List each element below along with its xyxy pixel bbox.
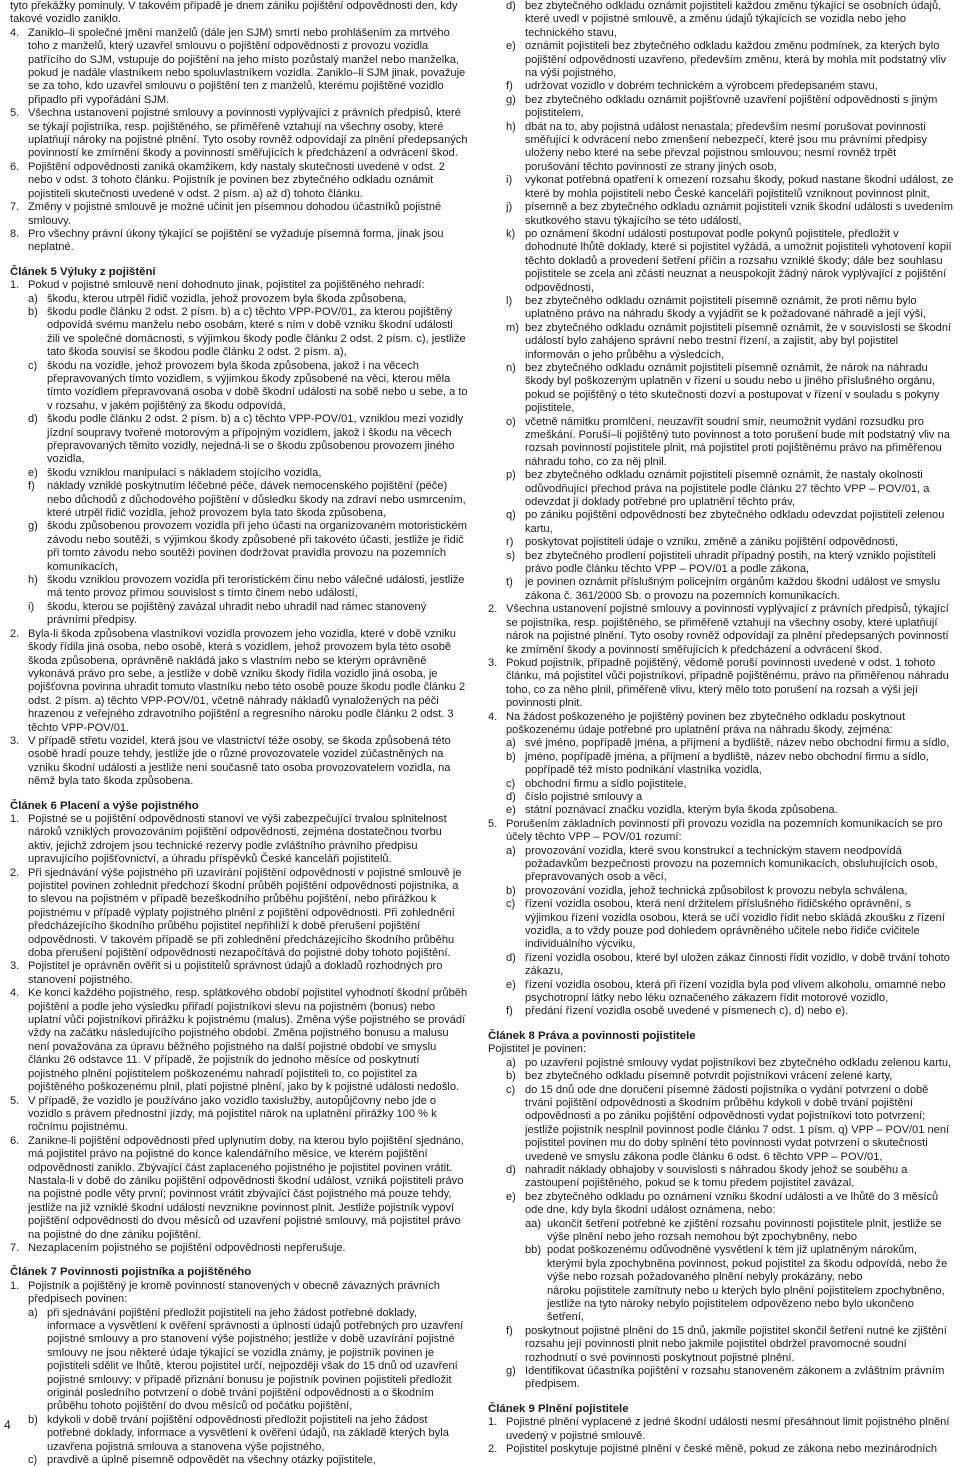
item-text: ukončit šetření potřebné ke zjištění rozsahu povinnosti pojistitele plnit, jestliže se výše plnění nebo jeho rozsah nemohou být zpochybněny, nebo [547,1217,942,1243]
item-marker: b) [506,1070,516,1083]
numbered-clause [10,1135,468,1242]
item-marker: g) [506,1365,516,1378]
numbered-clause [488,603,954,657]
page-number: 4 [4,1418,11,1432]
spacer [488,1392,954,1403]
paragraph: Pojistitel je povinen: [488,1043,587,1056]
numbered-clause [10,107,468,161]
item-marker: e) [506,40,516,53]
lettered-item [506,1191,954,1218]
lettered-item [506,1070,954,1083]
item-text: po oznámení škodní události postupovat podle pokynů pojistitele, předložit v dohodnuté lhůtě doklady, které si pojistitel vyžádá, a umožnit pojistiteli vyhotovení kopií těchto dokladů a provedení šetření příčin a rozsahu vzniklé škody; dále bez souhlasu pojistitele se zcela ani zčásti neuznat a neuspokojit žádný nárok vyplývající z pojištění odpovědnosti, [525,227,952,294]
item-text: podat poškozenému odůvodněné vysvětlení k tém již uplatněným nárokům, kterými byla zpochybněna povinnost, pokud pojistitel za škodu odpovídá, nebo že výše nebo rozsah požadovaného plnění nebyly prokázány, nebo [547,1244,948,1284]
item-text: Změny v pojistné smlouvě je možné učinit jen písemnou dohodou účastníků pojistné smlouvy. [28,201,442,227]
item-text: jméno, popřípadě jména, a příjmení a bydliště, název nebo obchodní firmu a sídlo, popřípadě též místo podnikání vlastníka vozidla, [525,750,929,777]
numbered-clause [10,27,468,107]
item-text: předání řízení vozidla osobě uvedené v písmenech c), d) nebo e). [525,1005,849,1018]
numbered-clause [10,1242,468,1255]
item-text: Pojištění odpovědnosti zaniká okamžikem, kdy nastaly skutečnosti uvedené v odst. 2 nebo v odst. 3 tohoto článku. Pojistník je povinen bez zbytečného odkladu oznámit pojistiteli skutečnosti uvedené v odst. 2 písm. a) až d) tohoto článku. [28,160,445,200]
numbered-clause [488,711,954,738]
lettered-item [506,898,954,952]
item-text: Byla-li škoda způsobena vlastníkovi vozidla provozem jeho vozidla, které v době vzniku škody řídila jiná osoba, nebo osobě, která s vozidlem, jehož provozem byla této osobě škoda způsobena, oprávněně nakládá jako s vlastním nebo se kterým oprávněně vykonává právo pro sebe, a jestliže v době vzniku škody řídila vozidlo jiná osoba, je pojišťovna povinna uhradit tomuto vlastníku nebo této osobě pouze škodu podle článku 2 odst. 2 písm. a) těchto VPP-POV/01, včetně náhrady nákladů vynaložených na péči hrazenou z veřejného zdravotního pojištění a regresního nároku podle článku 2 odst. 3 těchto VPP-POV/01. [28,627,466,734]
item-text: škodu způsobenou provozem vozidla při jeho účasti na organizovaném motoristickém závodu nebo soutěži, s výjimkou škody způsobené při takovéto účasti, jestliže je řidič při tomto závodu nebo soutěži povinen dodržovat pravidla provozu na pozemních komunikacích, [47,520,467,573]
numbered-clause [10,987,468,1094]
lettered-item [28,467,468,480]
item-marker: 1. [488,1416,498,1429]
item-marker: d) [28,413,38,426]
spacer [10,789,468,800]
item-marker: 1. [10,1279,20,1292]
lettered-item [506,536,954,549]
item-text: řízení vozidla osobou, které byl uložen zákaz činnosti řídit vozidlo, v době trvání tohoto zákazu, [525,951,950,978]
item-text: V případě, že vozidlo je používáno jako vozidlo taxislužby, autopůjčovny nebo jde o vozidlo s právem přednostní jízdy, má pojistitel nárok na uplatnění přirážky 100 % k ročnímu pojistnému. [28,1094,437,1134]
lettered-item [506,0,954,40]
item-text: písemně a bez zbytečného odkladu oznámit pojistiteli vznik škodní události s uvedením skutkového stavu týkajícího se této události, [525,201,953,227]
lettered-item [525,1285,954,1325]
lettered-item [506,40,954,80]
lettered-item [28,601,468,628]
item-marker: f) [506,1005,513,1018]
item-marker: h) [506,120,516,133]
numbered-clause [488,1443,954,1456]
item-marker: f) [28,480,35,493]
item-marker: g) [28,520,38,533]
lettered-item [506,469,954,509]
item-text: bez zbytečného odkladu oznámit pojistiteli písemně oznámit, že v souvislosti se škodní událostí bylo zahájeno správní nebo trestní řízení, a zajistit, aby byl pojistitel informován o jeho průběhu a výsledcích, [525,321,952,361]
item-marker: c) [506,1083,516,1096]
item-marker: 1. [10,812,20,825]
item-marker: a) [506,1056,516,1069]
item-text: udržovat vozidlo v dobrém technickém a výrobcem předepsaném stavu, [525,80,878,93]
item-text: poskytovat pojistiteli údaje o vzniku, změně a zániku pojištění odpovědnosti, [525,536,899,549]
item-text: do 15 dnů ode dne doručení písemné žádosti pojistníka o vydání potvrzení o době trvání pojištění odpovědnosti a škodním průběhu kdykoli v době trvání pojištění odpovědnosti a po zániku pojištění odpovědnosti vydat pojistníkovi toto potvrzení; jestliže pojistník nesplnil povinnost podle článku 7 odst. 1 písm. q) VPP – POV/01 není pojistitel povinen mu do doby splnění této povinnosti vydat potvrzení o skutečnosti uvedené ve smyslu zákona podle článku 6 odst. 6 těchto VPP – POV/01, [525,1083,950,1163]
item-marker: k) [506,227,516,240]
item-text: státní poznávací značku vozidla, kterým byla škoda způsobena. [525,804,838,817]
numbered-clause [488,818,954,845]
item-text: po zániku pojištění odpovědnosti bez zbytečného odkladu odevzdat pojistiteli zelenou kartu, [525,509,945,535]
item-text: Pojistné plnění vyplacené z jedné škodní události nesmí přesáhnout limit pojistného plnění uvedený v pojistné smlouvě. [506,1416,950,1442]
item-marker: aa) [525,1217,542,1230]
item-text: bez zbytečného odkladu oznámit pojistiteli každou změnu týkající se osobních údajů, které uvedl v pojistné smlouvě, a změnu údajů týkajících se vozidla nebo jeho technického stavu, [525,0,942,39]
item-marker: 1. [10,279,20,292]
item-marker [525,1285,547,1325]
lettered-item [506,1005,954,1018]
item-marker: s) [506,549,516,562]
item-marker: 2. [488,603,498,616]
item-marker: g) [506,93,516,106]
item-marker: c) [28,1454,38,1467]
item-marker: c) [28,359,38,372]
numbered-clause [10,867,468,961]
item-text: Porušením základních povinností při provozu vozidla na pozemních komunikacích se pro účely těchto VPP – POV/01 rozumí: [506,817,943,844]
item-marker: 4. [488,710,498,723]
item-marker: o) [506,415,516,428]
item-text: provozování vozidla, které svou konstrukcí a technickým stavem neodpovídá požadavkům bezpečnosti provozu na pozemních komunikacích, obsluhujících osob, přepravovaných osob a věcí, [525,844,938,884]
article-heading: Článek 8 Práva a povinnosti pojistitele [488,1029,696,1042]
item-text: pravdivě a úplně písemně odpovědět na všechny otázky pojistitele, [47,1454,376,1467]
item-marker: 7. [10,201,20,214]
item-marker: b) [506,750,516,763]
lettered-item [506,228,954,295]
item-text: bez zbytečného odkladu oznámit pojistiteli písemně oznámit, že proti němu bylo uplatněno právo na náhradu škody a vyjádřit se k požadované náhradě a její výši, [525,294,926,321]
lettered-item [28,293,468,306]
lettered-item [28,574,468,601]
item-marker: f) [506,1324,513,1337]
item-marker: i) [506,174,513,187]
lettered-item [506,295,954,322]
item-text: bez zbytečného odkladu oznámit pojistiteli písemně oznámit, že nastaly okolnosti odůvodňující přechod práva na pojistitele podle článku 27 těchto VPP – POV/01, a odevzdat jí doklady potřebné pro uplatnění těchto práv, [525,469,930,509]
numbered-clause [10,960,468,987]
item-marker: 5. [10,1094,20,1107]
item-marker: a) [28,292,38,305]
item-marker: i) [28,600,35,613]
item-text: nároku pojistitele zamítnuty nebo u kterých bylo plnění pojistitelem zpochybněno, jestliže na tyto nároky nebylo pojistitelem odpovězeno nebo bylo ukončeno šetření, [547,1284,945,1324]
item-text: Při sjednávání výše pojistného při uzavírání pojištění odpovědnosti v pojistné smlouvě je pojistitel povinen zohlednit předchozí škodní průběh pojištění odpovědnosti pojistníka, a to slevou na pojistném v případě bezeškodního průběhu pojištění, nebo přirážkou k pojistnému v případě výplaty pojistného plnění z pojištění odpovědnosti. Při zohlednění předcházejícího škodního průběhu pojistitel nepřihlíží k době přerušení pojištění odpovědnosti. V takovém případě se při zohlednění předcházejícího škodního průběhu doba přerušení pojištění odpovědnosti nezapočítává do pojistné doby tohoto pojištění. [28,866,462,960]
item-text: Všechna ustanovení pojistné smlouvy a povinnosti vyplývající z právních předpisů, které se týkají pojistníka, resp. pojištěného, se přiměřeně vztahují na všechny osoby, které uplatňují nároky na pojistné plnění. Tyto osoby rovněž odpovídají za plnění předepsaných povinností ke zmírnění škody a povinností směřujících k předcházení a odvrácení škod. [28,107,468,160]
lettered-item [28,413,468,467]
item-text: číslo pojistné smlouvy a [525,790,643,803]
lettered-item [506,1057,954,1070]
item-text: Na žádost poškozeného je pojištěný povinen bez zbytečného odkladu poskytnout poškozenému údaje potřebné pro uplatnění práva na náhradu škody, zejména: [506,710,906,736]
lettered-item [506,509,954,536]
lettered-item [506,737,954,750]
item-text: náklady vzniklé poskytnutím léčebné péče, dávek nemocenského pojištění (péče) nebo důchodů z důchodového pojištění v důsledku škody na zdraví nebo usmrcením, které utrpěl řidič vozidla, jehož provozem byla tato škoda způsobena, [47,480,466,520]
item-marker: e) [506,804,516,817]
item-text: bez zbytečného odkladu po oznámení vzniku škodní události a ve lhůtě do 3 měsíců ode dne, kdy byla škodní událost oznámena, nebo: [525,1190,939,1217]
item-text: kdykoli v době trvání pojištění odpovědnosti předložit pojistiteli na jeho žádost potřebné doklady, informace a vysvětlení k ověření údajů, na základě kterých byla uzavřena pojistná smlouva a stanovena výše pojistného, [47,1413,449,1453]
item-marker: a) [506,844,516,857]
item-text: vykonat potřebná opatření k omezení rozsahu škody, pokud nastane škodní událost, ze které by mohla pojistiteli nebo České kanceláři pojistitelů vzniknout povinnost plnit, [525,174,954,200]
item-marker: t) [506,576,513,589]
item-text: Zaniklo–li společné jmění manželů (dále jen SJM) smrtí nebo prohlášením za mrtvého toho z manželů, který uzavřel smlouvu o pojištění odpovědnosti z provozu vozidla patřícího do SJM, vstupuje do pojištění na jeho místo pozůstalý manžel nebo manželka, pokud je nadále vlastníkem nebo spoluvlastníkem vozidla. Zaniklo–li SJM jinak, považuje se za toho, kdo uzavřel smlouvu o pojištění ten z manželů, kterému pojištěné vozidlo připadlo při vypořádání SJM. [28,26,466,106]
item-marker: c) [506,898,516,911]
item-text: je povinen oznámit příslušným policejním orgánům každou škodní událost ve smyslu zákona č. 361/2000 Sb. o provozu na pozemních komunikacích. [525,576,940,602]
item-text: Ke konci každého pojistného, resp. splátkového období pojistitel vyhodnotí škodní průběh pojištění a podle jeho výsledku přiřadí pojistníkovi slevu na pojistném (bonus) nebo uplatní vůči pojistníkovi přirážku k pojistnému (malus). Změna výše pojistného se provádí vždy na začátku následujícího pojistného období. Změna pojistného bonusu a malusu není považována za úpravu běžného pojistného na další pojistné období ve smyslu článku 26 odstavce 11. V případě, že pojistník do jednoho měsíce od poskytnutí pojistného plnění pojistitelem poškozenému nahradí pojistiteli to, co pojistitel za pojištěného poškozenému plnil, platí pojistné plnění, jako by k pojistné události nedošlo. [28,987,468,1094]
item-text: Nezaplacením pojistného se pojištění odpovědnosti nepřerušuje. [28,1241,346,1254]
numbered-clause [10,1280,468,1307]
item-marker: r) [506,536,514,549]
lettered-item [506,751,954,778]
item-marker: 2. [10,627,20,640]
numbered-clause [10,279,468,292]
item-marker: 2. [10,866,20,879]
lettered-item [506,979,954,1006]
numbered-clause [10,813,468,867]
lettered-item [28,306,468,360]
item-marker: b) [506,884,516,897]
item-marker: f) [506,80,513,93]
item-marker: c) [506,777,516,790]
numbered-clause [10,201,468,228]
item-text: obchodní firmu a sídlo pojistitele, [525,777,687,790]
lettered-item [28,1454,468,1467]
lettered-item [506,1084,954,1164]
lettered-item [506,885,954,898]
lettered-item [506,1325,954,1365]
left-column [10,0,468,1467]
lettered-item [506,94,954,121]
paragraph: tyto překážky pominuly. V takovém případě je dnem zániku pojištění odpovědnosti den, kdy takové vozidlo zaniklo. [10,0,458,26]
item-marker: h) [28,574,38,587]
item-marker: d) [506,951,516,964]
lettered-item [28,1307,468,1414]
item-marker: m) [506,321,519,334]
item-text: Pojistník a pojištěný je kromě povinností stanovených v obecně závazných právních předpisech povinen: [28,1279,440,1306]
item-text: Všechna ustanovení pojistné smlouvy a povinnosti vyplývající z právních předpisů, týkající se pojistníka, resp. pojištěného, se přiměřeně vztahují na všechny osoby, které uplatňují nárok na pojistné plnění. Tyto osoby rovněž odpovídají za plnění předepsaných povinností ke zmírnění škody a povinností směřujících k předcházení a odvrácení škod. [506,603,949,656]
lettered-item [28,480,468,520]
lettered-item [525,1244,954,1284]
lettered-item [506,1164,954,1191]
item-marker: q) [506,509,516,522]
item-marker: bb) [525,1244,542,1257]
lettered-item [506,1365,954,1392]
article-heading: Článek 5 Výluky z pojištění [10,265,156,278]
item-text: Pojistné se u pojištění odpovědnosti stanoví ve výši zabezpečující trvalou splnitelnost nároků vzniklých provozováním pojištění odpovědnosti, zejména dostatečnou tvorbu aktiv, jejichž zdrojem jsou technické rezervy podle zvláštního právního předpisu upravujícího pojišťovnictví, a úhradu příspěvků České kanceláři pojistitelů. [28,812,447,866]
item-text: včetně námitku promlčení, neuzavřít soudní smír, neumožnit vydání rozsudku pro zmeškání. Poruší–li pojištěný tuto povinnost a toto porušení bude mít podstatný vliv na rozsah povinnosti pojistitele plnit, má pojistitel proti pojištěnému právo na přiměřenou náhradu toho, co za něj plnil. [525,415,950,468]
item-text: Pokud v pojistné smlouvě není dohodnuto jinak, pojistitel za pojištěného nehradí: [28,279,425,292]
item-text: bez zbytečného odkladu oznámit pojišťovně uzavření pojištění odpovědnosti s jiným pojistitelem, [525,93,938,120]
lettered-item [506,804,954,817]
article-heading: Článek 6 Placení a výše pojistného [10,799,199,812]
lettered-item [28,520,468,574]
item-marker: 5. [488,817,498,830]
item-marker: 6. [10,1134,20,1147]
lettered-item [506,174,954,201]
numbered-clause [488,657,954,711]
numbered-clause [488,1416,954,1443]
item-marker: 3. [488,656,498,669]
item-marker: l) [506,294,513,307]
item-text: poskytnout pojistné plnění do 15 dnů, jakmile pojistitel skončil šetření nutné ke zjištění rozsahu její povinnosti plnit nebo jakmile pojistitel obdržel pravomocné soudní rozhodnutí o své povinnosti poskytnout pojistné plnění. [525,1324,947,1364]
item-text: škodu podle článku 2 odst. 2 písm. b) a c) těchto VPP-POV/01, vzniklou mezi vozidly jízdní soupravy tvořené motorovým a přípojným vozidlem, jakož i škodu na věcech přepravovaných těmito vozidly, nejedná-li se o škodu způsobenou provozem jiného vozidla, [47,413,464,466]
lettered-item [28,1414,468,1454]
item-text: škodu, kterou se pojištěný zavázal uhradit nebo uhradil nad rámec stanovený právními předpisy. [47,600,427,627]
item-marker: e) [506,1190,516,1203]
article-heading: Článek 9 Plnění pojistitele [488,1402,629,1415]
item-marker: e) [506,978,516,991]
item-marker: d) [506,790,516,803]
numbered-clause [10,161,468,201]
item-marker: p) [506,469,516,482]
item-text: své jméno, popřípadě jména, a příjmení a bydliště, název nebo obchodní firmu a sídlo, [525,737,950,750]
lettered-item [506,121,954,175]
item-marker: e) [28,466,38,479]
item-text: Pro všechny právní úkony týkající se pojištění se vyžaduje písemná forma, jinak jsou neplatné. [28,227,444,254]
item-text: bez zbytečného prodlení pojistiteli uhradit případný postih, na který vzniklo pojistiteli právo podle článku těchto VPP – POV/01 a podle zákona, [525,549,936,576]
item-marker: 6. [10,160,20,173]
lettered-item [506,322,954,362]
spacer [10,255,468,266]
item-text: Pojistitel je oprávněn ověřit si u pojistitelů správnost údajů a dokladů rozhodných pro stanovení pojistného. [28,960,443,986]
item-text: nahradit náklady obhajoby v souvislosti s náhradou škody jehož se souběhu a zastoupení pojištěného, pokud se k tomu předem pojistitel zavázal, [525,1163,908,1190]
item-marker: 4. [10,987,20,1000]
item-marker: a) [506,737,516,750]
item-text: provozování vozidla, jehož technická způsobilost k provozu nebyla schválena, [525,884,908,897]
lettered-item [525,1218,954,1245]
item-marker: b) [28,1413,38,1426]
item-marker: 3. [10,960,20,973]
item-text: škodu na vozidle, jehož provozem byla škoda způsobena, jakož i na věcech přepravovaných tímto vozidlem, s výjimkou škody způsobené na věci, kterou měla tímto vozidlem přepravovaná osoba v době škodní události na sobě nebo u sebe, a to v rozsahu, v jakém pojištěný za škodu odpovídá, [47,359,468,412]
lettered-item [506,952,954,979]
lettered-item [506,791,954,804]
item-marker: n) [506,361,516,374]
item-text: řízení vozidla osobou, která při řízení vozidla byla pod vlivem alkoholu, omamné nebo psychotropní látky nebo léku označeného zákazem řídit motorové vozidlo, [525,978,946,1005]
lettered-item [506,845,954,885]
item-marker: 2. [488,1443,498,1456]
item-text: Identifikovat účastníka pojištění v rozsahu stanoveném zákonem a zvláštním právním předpisem. [525,1365,945,1391]
item-text: Zanikne-li pojištění odpovědnosti před uplynutím doby, na kterou bylo pojištění sjednáno, má pojistitel právo na pojistné do konce kalendářního měsíce, ve kterém pojištění odpovědnosti zaniklo. Zbývající část zaplaceného pojistného je pojistitel povinen vrátit. Nastala-li v době do zániku pojištění odpovědnosti škodní událost, vzniká pojistiteli právo na pojistné podle věty první; povinnost vrátit zbývající část pojistného má pouze tehdy, jestliže na již vzniklé škodní události nevznikne povinnost plnit. Jestliže pojistník vypoví pojištění odpovědnosti do dvou měsíců od uzavření pojistné smlouvy, má pojistitel právo na pojistné do dne zániku pojištění. [28,1134,464,1241]
item-text: při sjednávání pojištění předložit pojistiteli na jeho žádost potřebné doklady, informace a vysvětlení k ověření správnosti a úplnosti údajů potřebných pro uzavření pojistné smlouvy a pro stanovení výše pojistného; jestliže v době uzavírání pojistné smlouvy ne jsou některé údaje týkající se vozidla známy, je pojistník povinen je pojistiteli sdělit ve lhůtě, kterou pojistitel určí, nejpozději však do 15 dnů od uzavření pojistné smlouvy; v případě přiznání bonusu je pojistník povinen pojistiteli předložit originál posledního potvrzení o době trvání pojištění odpovědnosti a o škodním průběhu tohoto pojištění do dvou měsíců od počátku pojištění, [47,1306,464,1413]
spacer [488,1019,954,1030]
lettered-item [506,362,954,416]
item-marker: 4. [10,26,20,39]
item-text: škodu podle článku 2 odst. 2 písm. b) a c) těchto VPP-POV/01, za kterou pojištěný odpovídá svému manželu nebo osobám, které s ním v době vzniku škodní události žili ve společné domácnosti, s výjimkou škody podle článku 2 odst. 2 písm. c), jestliže tato škoda souvisí se škodou podle článku 2 odst. 2 písm. a), [47,305,466,359]
item-text: V případě střetu vozidel, která jsou ve vlastnictví téže osoby, se škoda způsobená této osobě hradí pouze tehdy, jestliže jde o různé provozovatele vozidel zúčastněných na vzniku škodní události a jestliže není současně tato osoba provozovatelem vozidla, na němž byla tato škoda způsobena. [28,734,451,788]
numbered-clause [10,228,468,255]
item-text: oznámit pojistiteli bez zbytečného odkladu každou změnu podmínek, za kterých bylo pojištění odpovědnosti uzavřeno, především změnu, která by mohla mít podstatný vliv na výši pojistného, [525,40,947,80]
right-column [488,0,954,1456]
item-marker: 5. [10,107,20,120]
lettered-item [506,576,954,603]
item-marker: 7. [10,1241,20,1254]
item-marker: a) [28,1306,38,1319]
numbered-clause [10,735,468,789]
lettered-item [506,550,954,577]
item-marker: d) [506,0,516,12]
article-heading: Článek 7 Povinnosti pojistníka a pojištěného [10,1266,252,1279]
item-marker: j) [506,201,513,214]
lettered-item [506,80,954,93]
item-text: škodu vzniklou manipulací s nákladem stojícího vozidla, [47,466,322,479]
item-text: řízení vozidla osobou, která není držitelem příslušného řidičského oprávnění, s výjimkou řízení vozidla osobou, která se učí vozidlo řídit nebo skládá zkoušku z řízení vozidla, a to vždy pouze pod dohledem oprávněného učitele nebo řidiče cvičitele individuálního výcviku, [525,898,945,951]
item-text: po uzavření pojistné smlouvy vydat pojistníkovi bez zbytečného odkladu zelenou kartu, [525,1056,952,1069]
item-text: škodu vzniklou provozem vozidla při teroristickém činu nebo válečné události, jestliže má tento provoz přímou souvislost s tímto činem nebo událostí, [47,574,465,600]
item-marker: d) [506,1163,516,1176]
lettered-item [506,778,954,791]
item-text: dbát na to, aby pojistná událost nenastala; především nesmí porušovat povinnosti směřující k odvrácení nebo zmenšení nebezpečí, které jsou mu právními předpisy uloženy nebo které na sebe převzal pojistnou smlouvou; nesmí rovněž trpět porušování těchto povinností ze strany jiných osob, [525,120,928,173]
item-text: Pojistitel poskytuje pojistné plnění v české měně, pokud ze zákona nebo mezinárodních [506,1443,938,1456]
item-marker: 8. [10,227,20,240]
lettered-item [506,201,954,228]
item-text: bez zbytečného odkladu oznámit pojistiteli písemně oznámit, že nárok na náhradu škody byl poškozeným uplatněn v řízení u soudu nebo u jiného příslušného orgánu, pokud se pojištěný o této skutečnosti dozví a postupovat v řízení v souladu s pokyny pojistitele, [525,361,940,415]
lettered-item [506,416,954,470]
spacer [10,1255,468,1266]
item-text: škodu, kterou utrpěl řidič vozidla, jehož provozem byla škoda způsobena, [47,292,407,305]
numbered-clause [10,628,468,735]
numbered-clause [10,1095,468,1135]
item-text: Pokud pojistník, případně pojištěný, vědomě poruší povinnosti uvedené v odst. 1 tohoto článku, má pojistitel vůči pojistníkovi, případně pojištěnému, právo na přiměřenou náhradu toho, co za něho plnil, přiměřeně vlivu, který mělo toto porušení na rozsah a výši její povinnosti plnit. [506,656,949,710]
item-text: bez zbytečného odkladu písemně potvrdit pojistníkovi vrácení zelené karty, [525,1070,893,1083]
lettered-item [28,360,468,414]
item-marker: 3. [10,734,20,747]
item-marker: b) [28,305,38,318]
